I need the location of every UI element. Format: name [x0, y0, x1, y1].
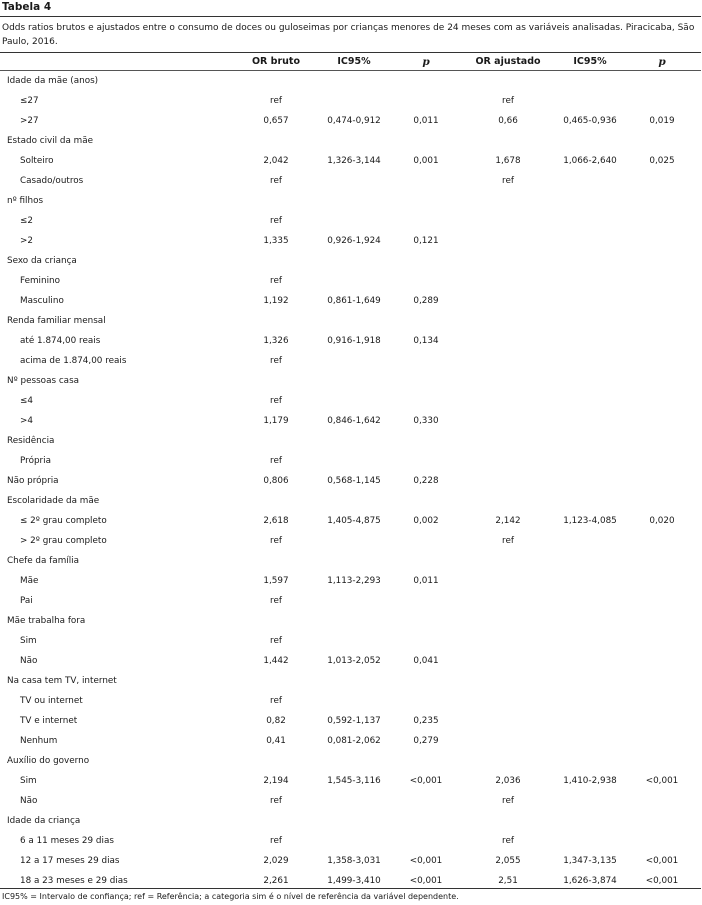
- table-group-row: [0, 371, 701, 391]
- or-ajustado-cell: ref: [502, 536, 514, 546]
- or-bruto-cell: 0,41: [266, 736, 286, 746]
- or-bruto-cell: 0,657: [263, 116, 289, 126]
- header-ic95: IC95%: [337, 56, 371, 67]
- or-bruto-cell: ref: [270, 796, 282, 806]
- row-label: ≤2: [20, 216, 33, 226]
- or-bruto-cell: ref: [270, 596, 282, 606]
- table-group-row: [0, 431, 701, 451]
- table-row: [0, 791, 701, 811]
- or-bruto-cell: 2,618: [263, 516, 289, 526]
- row-label: Feminino: [20, 276, 60, 286]
- or-bruto-cell: ref: [270, 396, 282, 406]
- ic95-cell: 1,405-4,875: [327, 516, 381, 526]
- p-value-cell: 0,235: [413, 716, 439, 726]
- table-row: [0, 111, 701, 131]
- table-row: [0, 151, 701, 171]
- table-row: [0, 271, 701, 291]
- header-top-rule: [0, 52, 701, 53]
- ic95-adjusted-cell: 1,123-4,085: [563, 516, 617, 526]
- group-label: Residência: [7, 436, 55, 446]
- row-label: ≤27: [20, 96, 39, 106]
- row-label: Não: [20, 656, 38, 666]
- table-group-row: [0, 491, 701, 511]
- or-bruto-cell: ref: [270, 276, 282, 286]
- or-ajustado-cell: 2,036: [495, 776, 521, 786]
- ic95-cell: 1,358-3,031: [327, 856, 381, 866]
- row-label: Não: [20, 796, 38, 806]
- p-value-cell: 0,134: [413, 336, 439, 346]
- p-value-adjusted-cell: 0,025: [649, 156, 675, 166]
- header-p: p: [422, 56, 430, 68]
- table-group-row: [0, 671, 701, 691]
- ic95-cell: 0,916-1,918: [327, 336, 381, 346]
- p-value-adjusted-cell: 0,020: [649, 516, 675, 526]
- p-value-cell: 0,002: [413, 516, 439, 526]
- p-value-cell: 0,289: [413, 296, 439, 306]
- row-label: Solteiro: [20, 156, 54, 166]
- table-group-row: [0, 471, 701, 491]
- ic95-cell: 0,592-1,137: [327, 716, 381, 726]
- table-row: [0, 411, 701, 431]
- or-bruto-cell: ref: [270, 836, 282, 846]
- p-value-cell: 0,001: [413, 156, 439, 166]
- or-bruto-cell: 0,82: [266, 716, 286, 726]
- or-bruto-cell: 1,326: [263, 336, 289, 346]
- header-p-adjusted: p: [658, 56, 666, 68]
- table-row: [0, 591, 701, 611]
- p-value-cell: 0,011: [413, 116, 439, 126]
- table-group-row: [0, 131, 701, 151]
- table-footnote: IC95% = Intervalo de confiança; ref = Referência; a categoria sim é o nível de referência da variável dependente.: [2, 892, 459, 901]
- table-row: [0, 211, 701, 231]
- table-row: [0, 291, 701, 311]
- ic95-cell: 0,846-1,642: [327, 416, 381, 426]
- or-ajustado-cell: ref: [502, 96, 514, 106]
- or-bruto-cell: ref: [270, 696, 282, 706]
- table-row: [0, 691, 701, 711]
- or-bruto-cell: ref: [270, 96, 282, 106]
- or-bruto-cell: 2,194: [263, 776, 289, 786]
- table-row: [0, 851, 701, 871]
- or-ajustado-cell: 2,055: [495, 856, 521, 866]
- ic95-cell: 0,861-1,649: [327, 296, 381, 306]
- p-value-cell: 0,279: [413, 736, 439, 746]
- group-label: Nº pessoas casa: [7, 376, 80, 386]
- header-or-ajustado: OR ajustado: [475, 56, 541, 67]
- row-label: Nenhum: [20, 736, 58, 746]
- ic95-cell: 0,568-1,145: [327, 476, 381, 486]
- p-value-adjusted-cell: <0,001: [645, 776, 679, 786]
- row-label: >4: [20, 416, 33, 426]
- or-bruto-cell: 1,442: [263, 656, 289, 666]
- p-value-cell: 0,228: [413, 476, 439, 486]
- table-group-row: [0, 311, 701, 331]
- table-row: [0, 231, 701, 251]
- table-row: [0, 771, 701, 791]
- row-label: >2: [20, 236, 33, 246]
- or-bruto-cell: ref: [270, 456, 282, 466]
- table-row: [0, 731, 701, 751]
- ic95-cell: 1,013-2,052: [327, 656, 381, 666]
- or-ajustado-cell: 1,678: [495, 156, 521, 166]
- table-row: [0, 391, 701, 411]
- group-label: nº filhos: [7, 196, 44, 206]
- row-label: TV ou internet: [20, 696, 83, 706]
- row-label: Pai: [20, 596, 33, 606]
- ic95-adjusted-cell: 1,410-2,938: [563, 776, 617, 786]
- p-value-cell: 0,121: [413, 236, 439, 246]
- table-row: [0, 711, 701, 731]
- ic95-cell: 1,545-3,116: [327, 776, 381, 786]
- table-row: [0, 571, 701, 591]
- row-label: TV e internet: [20, 716, 78, 726]
- or-ajustado-cell: ref: [502, 796, 514, 806]
- row-label: até 1.874,00 reais: [20, 336, 101, 346]
- p-value-cell: 0,041: [413, 656, 439, 666]
- or-ajustado-cell: 0,66: [498, 116, 518, 126]
- table-row: [0, 511, 701, 531]
- or-bruto-cell: 1,597: [263, 576, 289, 586]
- or-bruto-cell: 1,335: [263, 236, 289, 246]
- ic95-cell: 1,326-3,144: [327, 156, 381, 166]
- header-or-bruto: OR bruto: [251, 56, 300, 67]
- row-label: ≤ 2º grau completo: [20, 516, 107, 526]
- or-bruto-cell: ref: [270, 216, 282, 226]
- group-label: Não própria: [7, 476, 59, 486]
- table-row: [0, 831, 701, 851]
- or-bruto-cell: 1,179: [263, 416, 289, 426]
- table-bottom-rule: [0, 888, 701, 889]
- table-row: [0, 171, 701, 191]
- group-label: Escolaridade da mãe: [7, 496, 100, 506]
- table-group-row: [0, 191, 701, 211]
- table-row: [0, 351, 701, 371]
- table-group-row: [0, 611, 701, 631]
- group-label: Renda familiar mensal: [7, 316, 106, 326]
- row-label: ≤4: [20, 396, 33, 406]
- table-group-row: [0, 811, 701, 831]
- group-label: Na casa tem TV, internet: [7, 676, 117, 686]
- row-label: > 2º grau completo: [20, 536, 107, 546]
- table-group-row: [0, 71, 701, 91]
- row-label: 12 a 17 meses 29 dias: [20, 856, 120, 866]
- p-value-cell: <0,001: [409, 776, 443, 786]
- or-ajustado-cell: 2,142: [495, 516, 521, 526]
- ic95-adjusted-cell: 1,626-3,874: [563, 876, 617, 886]
- or-bruto-cell: 2,029: [263, 856, 289, 866]
- header-ic95-adjusted: IC95%: [573, 56, 607, 67]
- p-value-cell: <0,001: [409, 876, 443, 886]
- or-bruto-cell: 2,042: [263, 156, 289, 166]
- or-ajustado-cell: ref: [502, 836, 514, 846]
- or-bruto-cell: ref: [270, 536, 282, 546]
- p-value-cell: 0,011: [413, 576, 439, 586]
- row-label: >27: [20, 116, 39, 126]
- group-label: Idade da criança: [7, 816, 81, 826]
- table-caption: Odds ratios brutos e ajustados entre o consumo de doces ou guloseimas por crianças menores de 24 meses com as variáveis analisadas. Piracicaba, São Paulo, 2016.: [2, 23, 695, 47]
- table-group-row: [0, 251, 701, 271]
- row-label: Sim: [20, 776, 37, 786]
- or-bruto-cell: 2,261: [263, 876, 289, 886]
- or-bruto-cell: ref: [270, 176, 282, 186]
- or-bruto-cell: 0,806: [263, 476, 289, 486]
- group-label: Mãe trabalha fora: [7, 616, 86, 626]
- ic95-cell: 1,499-3,410: [327, 876, 381, 886]
- table-row: [0, 91, 701, 111]
- table-row: [0, 451, 701, 471]
- row-label: Masculino: [20, 296, 64, 306]
- table-row: [0, 631, 701, 651]
- or-bruto-cell: ref: [270, 356, 282, 366]
- group-label: Idade da mãe (anos): [7, 76, 99, 86]
- p-value-cell: <0,001: [409, 856, 443, 866]
- p-value-adjusted-cell: <0,001: [645, 876, 679, 886]
- or-ajustado-cell: 2,51: [498, 876, 518, 886]
- group-label: Chefe da família: [7, 556, 79, 566]
- caption-box: [0, 16, 701, 52]
- table-row: [0, 651, 701, 671]
- ic95-adjusted-cell: 1,066-2,640: [563, 156, 617, 166]
- or-bruto-cell: ref: [270, 636, 282, 646]
- row-label: Própria: [20, 456, 51, 466]
- p-value-cell: 0,330: [413, 416, 439, 426]
- or-bruto-cell: 1,192: [263, 296, 289, 306]
- row-label: Casado/outros: [20, 176, 84, 186]
- table-group-row: [0, 551, 701, 571]
- row-label: 6 a 11 meses 29 dias: [20, 836, 114, 846]
- p-value-adjusted-cell: <0,001: [645, 856, 679, 866]
- group-label: Sexo da criança: [7, 256, 77, 266]
- table-row: [0, 331, 701, 351]
- row-label: acima de 1.874,00 reais: [20, 356, 127, 366]
- ic95-cell: 0,474-0,912: [327, 116, 381, 126]
- row-label: Mãe: [20, 576, 39, 586]
- ic95-cell: 0,081-2,062: [327, 736, 381, 746]
- ic95-adjusted-cell: 0,465-0,936: [563, 116, 617, 126]
- table-group-row: [0, 751, 701, 771]
- table-title: Tabela 4: [2, 1, 52, 13]
- table-row: [0, 531, 701, 551]
- or-ajustado-cell: ref: [502, 176, 514, 186]
- row-label: Sim: [20, 636, 37, 646]
- group-label: Auxílio do governo: [7, 756, 90, 766]
- p-value-adjusted-cell: 0,019: [649, 116, 675, 126]
- ic95-cell: 0,926-1,924: [327, 236, 381, 246]
- ic95-adjusted-cell: 1,347-3,135: [563, 856, 617, 866]
- group-label: Estado civil da mãe: [7, 136, 94, 146]
- ic95-cell: 1,113-2,293: [327, 576, 381, 586]
- row-label: 18 a 23 meses e 29 dias: [20, 876, 128, 886]
